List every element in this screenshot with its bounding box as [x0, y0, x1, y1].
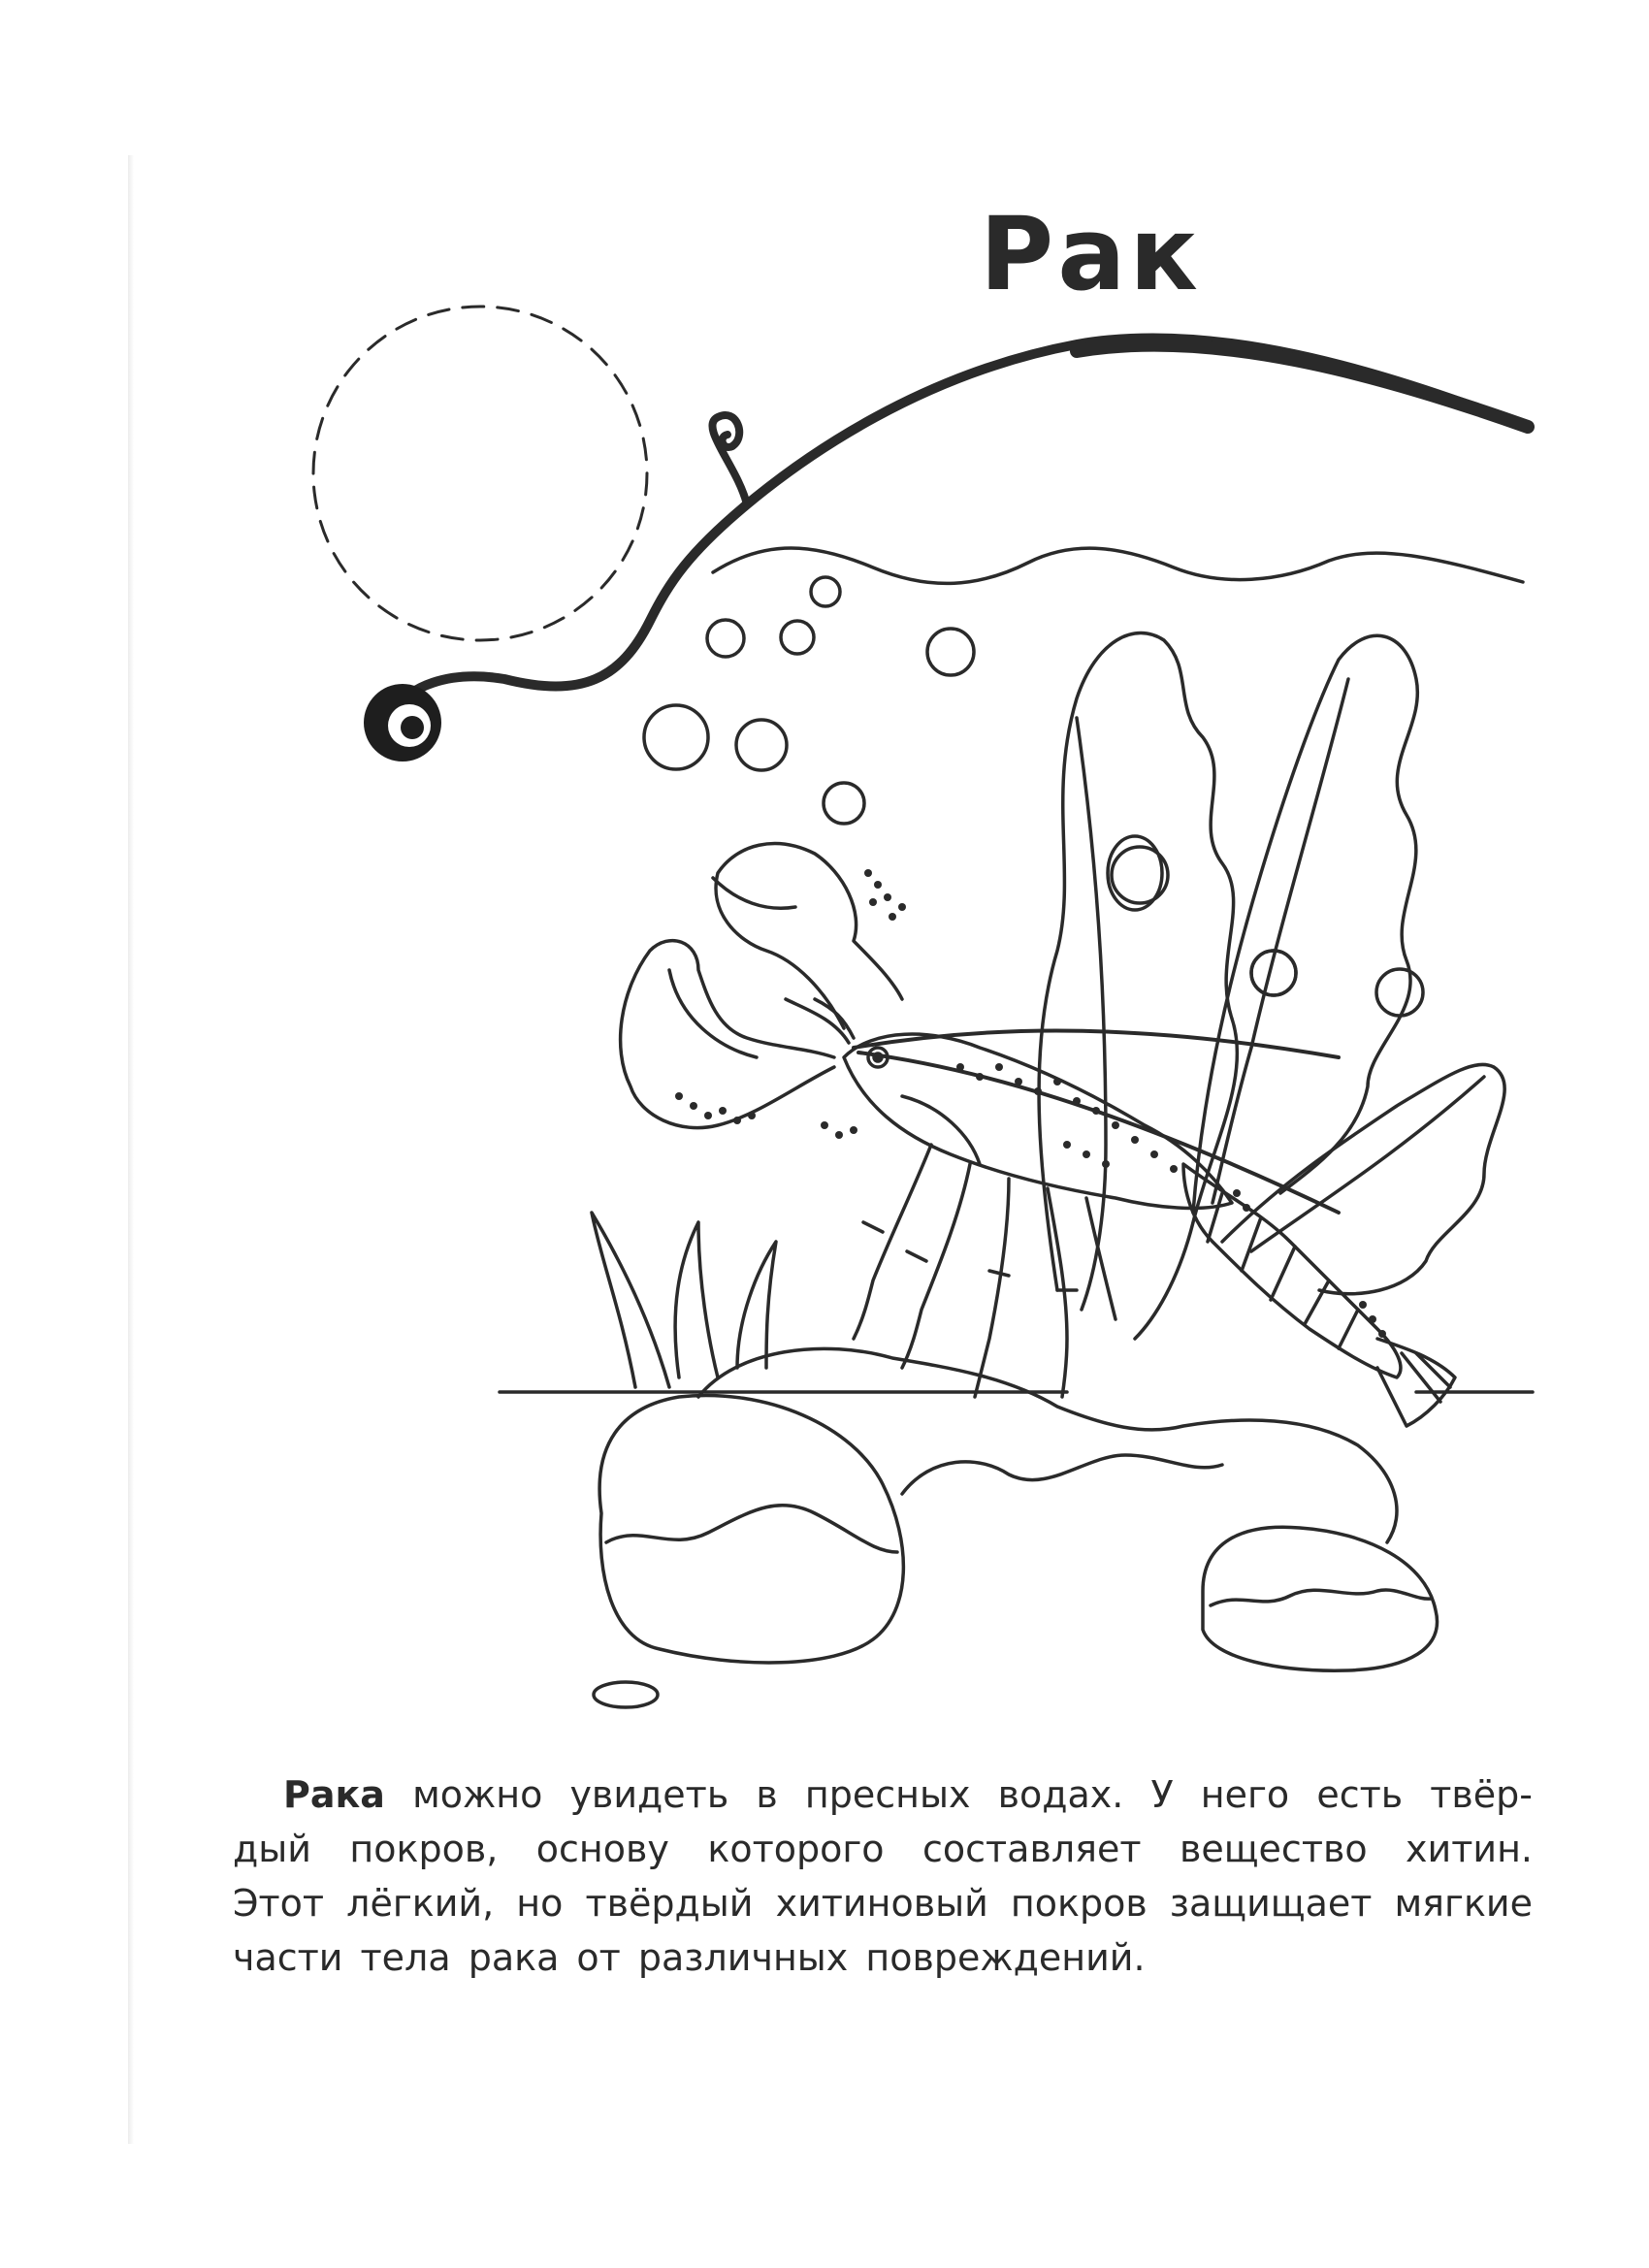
pebble [594, 1682, 658, 1707]
seaweed-leaf-left [1039, 633, 1237, 1340]
decorative-vine [398, 338, 1528, 708]
body-text [233, 1767, 1533, 1985]
crayfish [621, 844, 1455, 1426]
rock-left [599, 1395, 903, 1662]
bold-keyword: Рака [283, 1773, 385, 1816]
dashed-circle-placeholder [313, 307, 647, 640]
vine-curl-lower [364, 684, 441, 761]
body-text-line-1: Рака можно увидеть в пресных водах. У него есть твёр- [283, 1773, 1533, 1816]
rock-center [698, 1348, 1397, 1542]
seaweed-leaf-middle [1193, 635, 1417, 1213]
body-text-line-3: Этот лёгкий, но твёрдый хитиновый покров защищает мягкие [233, 1882, 1533, 1925]
vine-curl-upper [712, 415, 747, 504]
page-title: Рак [980, 195, 1202, 313]
body-text-line-2: дый покров, основу которого составляет вещество хитин. [233, 1828, 1533, 1870]
body-text-line-4: части тела рака от различных повреждений. [233, 1936, 1146, 1979]
water-surface [713, 548, 1523, 583]
